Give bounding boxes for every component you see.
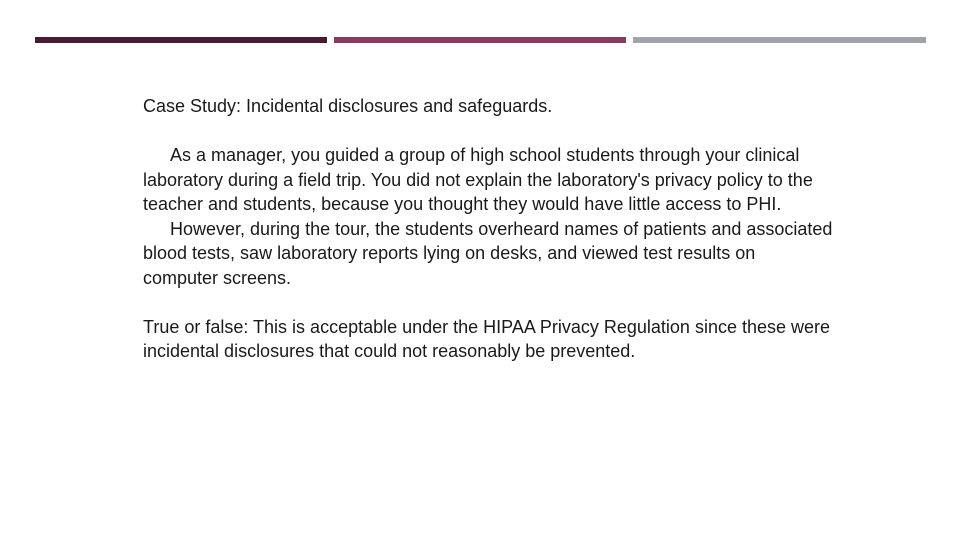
accent-bar-dark-plum [35, 37, 327, 43]
scenario-paragraph-2: However, during the tour, the students overheard names of patients and associated blood tests, saw laboratory reports lying on desks, and viewed test results on computer screens. [143, 218, 833, 288]
scenario-paragraph-1: As a manager, you guided a group of high school students through your clinical laboratory during a field trip. You did not explain the laboratory's privacy policy to the teacher and students, because you thought they would have little access to PHI. [143, 145, 813, 214]
slide-content [143, 94, 833, 364]
case-study-title: Case Study: Incidental disclosures and safeguards. [143, 96, 553, 116]
accent-bar-gray [633, 37, 926, 43]
true-false-question: True or false: This is acceptable under the HIPAA Privacy Regulation since these were incidental disclosures that could not reasonably be prevented. [143, 316, 831, 361]
accent-bar-magenta [334, 37, 626, 43]
